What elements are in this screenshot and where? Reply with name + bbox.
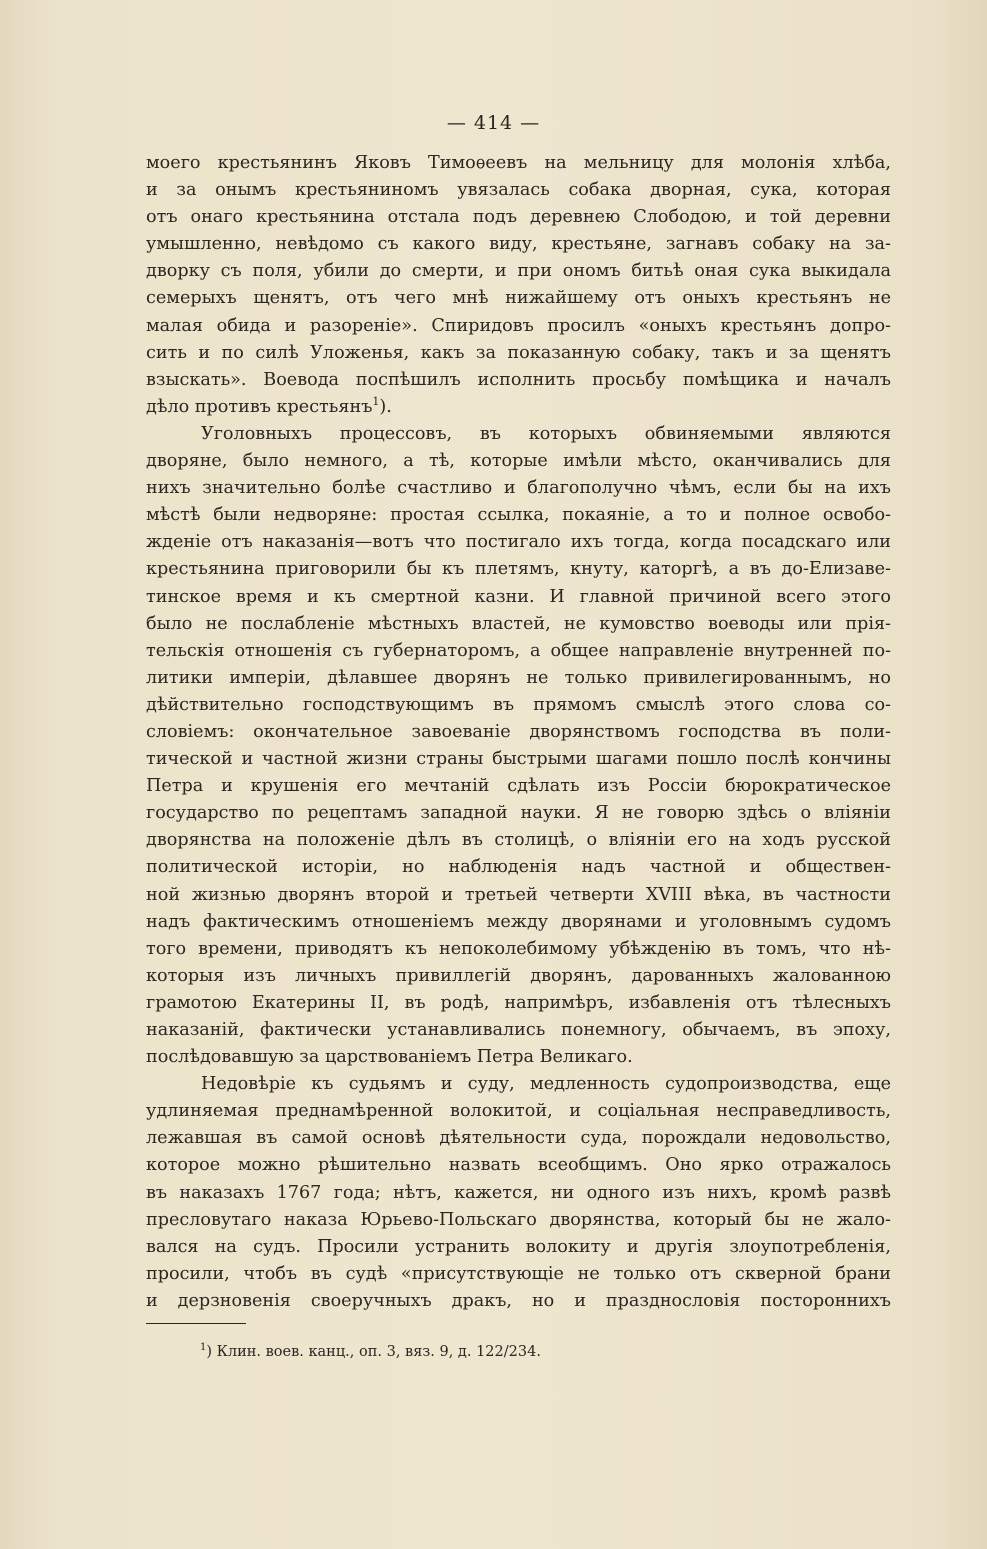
text-line — [146, 394, 891, 421]
text-line: того времени, приводятъ къ непоколебимому убѣжденію въ томъ, что нѣ- — [146, 938, 891, 959]
text-line: отъ онаго крестьянина отстала подъ деревнею Слободою, и той деревни — [146, 207, 891, 228]
text-line: моего крестьянинъ Яковъ Тимоѳеевъ на мельницу для молонія хлѣба, — [146, 153, 891, 173]
text-line: вался на судъ. Просили устранить волокиту и другія злоупотребленія, — [146, 1236, 891, 1257]
body-text — [146, 150, 891, 1315]
text-line-content: дѣло противъ крестьянъ — [146, 396, 373, 417]
text-line: лежавшая въ самой основѣ дѣятельности суда, порождали недовольство, — [146, 1128, 891, 1149]
text-line: удлиняемая преднамѣренной волокитой, и соціальная несправедливость, — [146, 1101, 891, 1122]
text-line: крестьянина приговорили бы къ плетямъ, кнуту, каторгѣ, а въ до-Елизаве- — [146, 559, 891, 580]
paragraph-start: Недовѣріе къ судьямъ и суду, медленность судопроизводства, еще — [201, 1074, 891, 1095]
text-line: которыя изъ личныхъ привиллегій дворянъ, дарованныхъ жалованною — [146, 965, 891, 986]
text-line: политической исторіи, но наблюденія надъ частной и обществен- — [146, 857, 891, 878]
footnote — [200, 1344, 541, 1360]
text-line-suffix: ). — [379, 396, 392, 417]
footnote-divider — [146, 1323, 246, 1324]
text-line: въ наказахъ 1767 года; нѣтъ, кажется, ни одного изъ нихъ, кромѣ развѣ — [146, 1182, 891, 1203]
text-line: мѣстѣ были недворяне: простая ссылка, покаяніе, а то и полное освобо- — [146, 505, 891, 526]
text-line: семерыхъ щенятъ, отъ чего мнѣ нижайшему отъ оныхъ крестьянъ не — [146, 288, 891, 309]
text-line: ной жизнью дворянъ второй и третьей четверти XVIII вѣка, въ частности — [146, 884, 891, 905]
text-line: дворяне, было немного, а тѣ, которые имѣли мѣсто, оканчивались для — [146, 451, 891, 472]
footnote-marker: 1 — [200, 1342, 207, 1353]
footnote-ref: 1 — [372, 394, 380, 408]
text-line: и дерзновенія своеручныхъ дракъ, но и празднословія постороннихъ — [146, 1290, 891, 1311]
text-line: грамотою Екатерины II, въ родѣ, напримѣръ, избавленія отъ тѣлесныхъ — [146, 992, 891, 1013]
text-line: наказаній, фактически устанавливались понемногу, обычаемъ, въ эпоху, — [146, 1020, 891, 1040]
text-line: дѣйствительно господствующимъ въ прямомъ смыслѣ этого слова со- — [146, 694, 891, 715]
text-line: дворку съ поля, убили до смерти, и при ономъ битьѣ оная сука выкидала — [146, 261, 891, 282]
text-line: словіемъ: окончательное завоеваніе дворянствомъ господства въ поли- — [146, 721, 891, 742]
text-line: надъ фактическимъ отношеніемъ между дворянами и уголовнымъ судомъ — [146, 911, 891, 932]
text-line: которое можно рѣшительно назвать всеобщимъ. Оно ярко отражалось — [146, 1155, 891, 1176]
text-line: пресловутаго наказа Юрьево-Польскаго дворянства, который бы не жало- — [146, 1209, 891, 1230]
paragraph-start: Уголовныхъ процессовъ, въ которыхъ обвиняемыми являются — [201, 423, 891, 444]
text-line: литики имперіи, дѣлавшее дворянъ не только привилегированнымъ, но — [146, 667, 891, 688]
page-number: — 414 — — [446, 112, 541, 134]
text-line: сить и по силѣ Уложенья, какъ за показанную собаку, такъ и за щенятъ — [146, 342, 891, 363]
text-line: просили, чтобъ въ судѣ «присутствующіе не только отъ скверной брани — [146, 1263, 891, 1284]
text-line: жденіе отъ наказанія—вотъ что постигало ихъ тогда, когда посадскаго или — [146, 532, 891, 553]
text-line: было не послабленіе мѣстныхъ властей, не кумовство воеводы или прія- — [146, 613, 891, 634]
footnote-text: ) Клин. воев. канц., оп. 3, вяз. 9, д. 122/234. — [206, 1344, 541, 1360]
text-line: умышленно, невѣдомо съ какого виду, крестьяне, загнавъ собаку на за- — [146, 234, 891, 255]
text-line: Петра и крушенія его мечтаній сдѣлать изъ Россіи бюрократическое — [146, 776, 891, 797]
text-line: послѣдовавшую за царствованіемъ Петра Великаго. — [146, 1047, 633, 1068]
text-line: малая обида и разореніе». Спиридовъ просилъ «оныхъ крестьянъ допро- — [146, 315, 891, 336]
text-line: и за онымъ крестьяниномъ увязалась собака дворная, сука, которая — [146, 180, 891, 201]
text-line: тинское время и къ смертной казни. И главной причиной всего этого — [146, 586, 891, 607]
text-line: дворянства на положеніе дѣлъ въ столицѣ, о вліяніи его на ходъ русской — [146, 830, 891, 851]
text-line: тической и частной жизни страны быстрыми шагами пошло послѣ кончины — [146, 749, 891, 770]
text-line: взыскать». Воевода поспѣшилъ исполнить просьбу помѣщика и началъ — [146, 369, 891, 390]
text-line: нихъ значительно болѣе счастливо и благополучно чѣмъ, если бы на ихъ — [146, 478, 891, 499]
text-line: государство по рецептамъ западной науки. Я не говорю здѣсь о вліяніи — [146, 803, 891, 824]
text-line: тельскія отношенія съ губернаторомъ, а общее направленіе внутренней по- — [146, 640, 891, 661]
